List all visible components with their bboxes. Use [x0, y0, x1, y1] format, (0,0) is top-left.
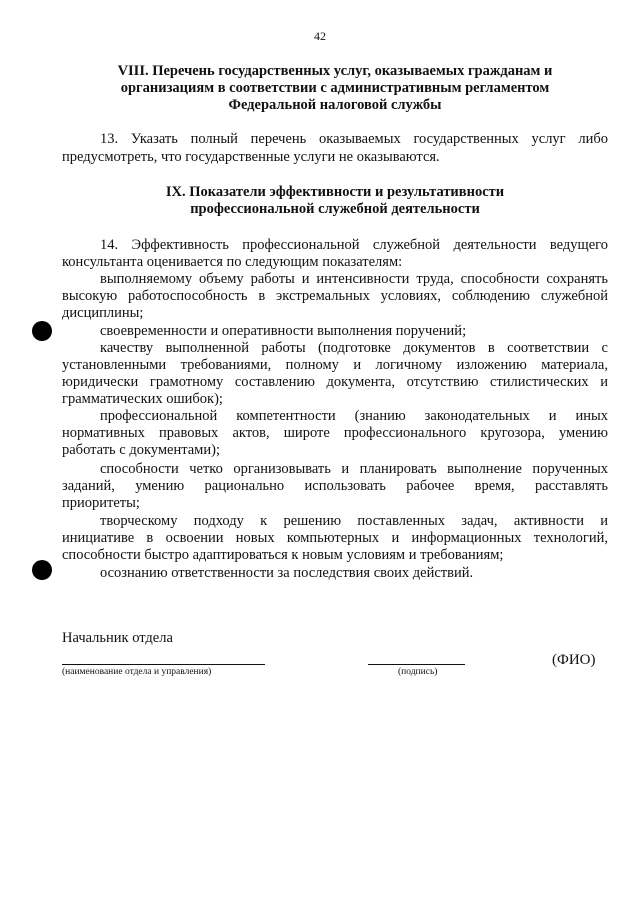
section-8-heading — [60, 63, 610, 114]
indicator-quality-line: установленными требованиями, полному и логичному изложению материала, — [62, 357, 608, 373]
indicator-organization-line: приоритеты; — [62, 495, 140, 511]
section-8-heading-line: Федеральной налоговой службы — [228, 97, 442, 113]
indicator-creativity-line: инициативе в освоении новых компьютерных и информационных технологий, — [62, 530, 608, 546]
indicator-quality-line: юридически грамотному составлению документа, отсутствию стилистических и — [62, 374, 608, 390]
department-signature-line — [62, 664, 265, 665]
section-8-heading-line: VIII. Перечень государственных услуг, оказываемых гражданам и — [117, 63, 553, 79]
paragraph-13-line: 13. Указать полный перечень оказываемых государственных услуг либо — [100, 131, 608, 147]
department-caption: (наименование отдела и управления) — [62, 667, 212, 677]
indicator-workload-line: дисциплины; — [62, 305, 144, 321]
indicator-creativity-line: способности быстро адаптироваться к новым условиям и требованиям; — [62, 547, 504, 563]
indicator-competence-line: работать с документами); — [62, 442, 220, 458]
indicator-workload-line: выполняемому объему работы и интенсивности труда, способности сохранять — [100, 271, 608, 287]
paragraph-14-line: консультанта оценивается по следующим показателям: — [62, 254, 403, 270]
signature-title: Начальник отдела — [62, 630, 173, 646]
indicator-responsibility-line: осознанию ответственности за последствия своих действий. — [100, 565, 474, 581]
paragraph-14-line: 14. Эффективность профессиональной служебной деятельности ведущего — [100, 237, 608, 253]
indicator-organization-line: заданий, умению рационально использовать рабочее время, расставлять — [62, 478, 608, 494]
punch-hole-lower — [32, 560, 52, 580]
indicator-timeliness-line: своевременности и оперативности выполнения поручений; — [100, 323, 467, 339]
section-9-heading-line: профессиональной служебной деятельности — [190, 201, 480, 217]
indicator-organization-line: способности четко организовывать и планировать выполнение порученных — [100, 461, 608, 477]
indicator-creativity-line: творческому подходу к решению поставленных задач, активности и — [100, 513, 608, 529]
signature-caption: (подпись) — [398, 667, 438, 677]
punch-hole-upper — [32, 321, 52, 341]
page-number: 42 — [314, 29, 326, 43]
paragraph-13-line: предусмотреть, что государственные услуги не оказываются. — [62, 149, 440, 165]
indicator-quality-line: качеству выполненной работы (подготовке документов в соответствии с — [100, 340, 608, 356]
section-9-heading-line: IX. Показатели эффективности и результативности — [165, 184, 505, 200]
indicator-competence-line: профессиональной компетентности (знанию законодательных и иных — [100, 408, 608, 424]
fio-label: (ФИО) — [552, 652, 596, 668]
signature-line — [368, 664, 465, 665]
section-8-heading-line: организациям в соответствии с административным регламентом — [120, 80, 550, 96]
indicator-competence-line: нормативных правовых актов, широте профессионального кругозора, умению — [62, 425, 608, 441]
section-9-heading — [60, 184, 610, 218]
indicator-workload-line: высокую работоспособность в экстремальных условиях, соблюдению служебной — [62, 288, 608, 304]
indicator-quality-line: грамматических ошибок); — [62, 391, 223, 407]
